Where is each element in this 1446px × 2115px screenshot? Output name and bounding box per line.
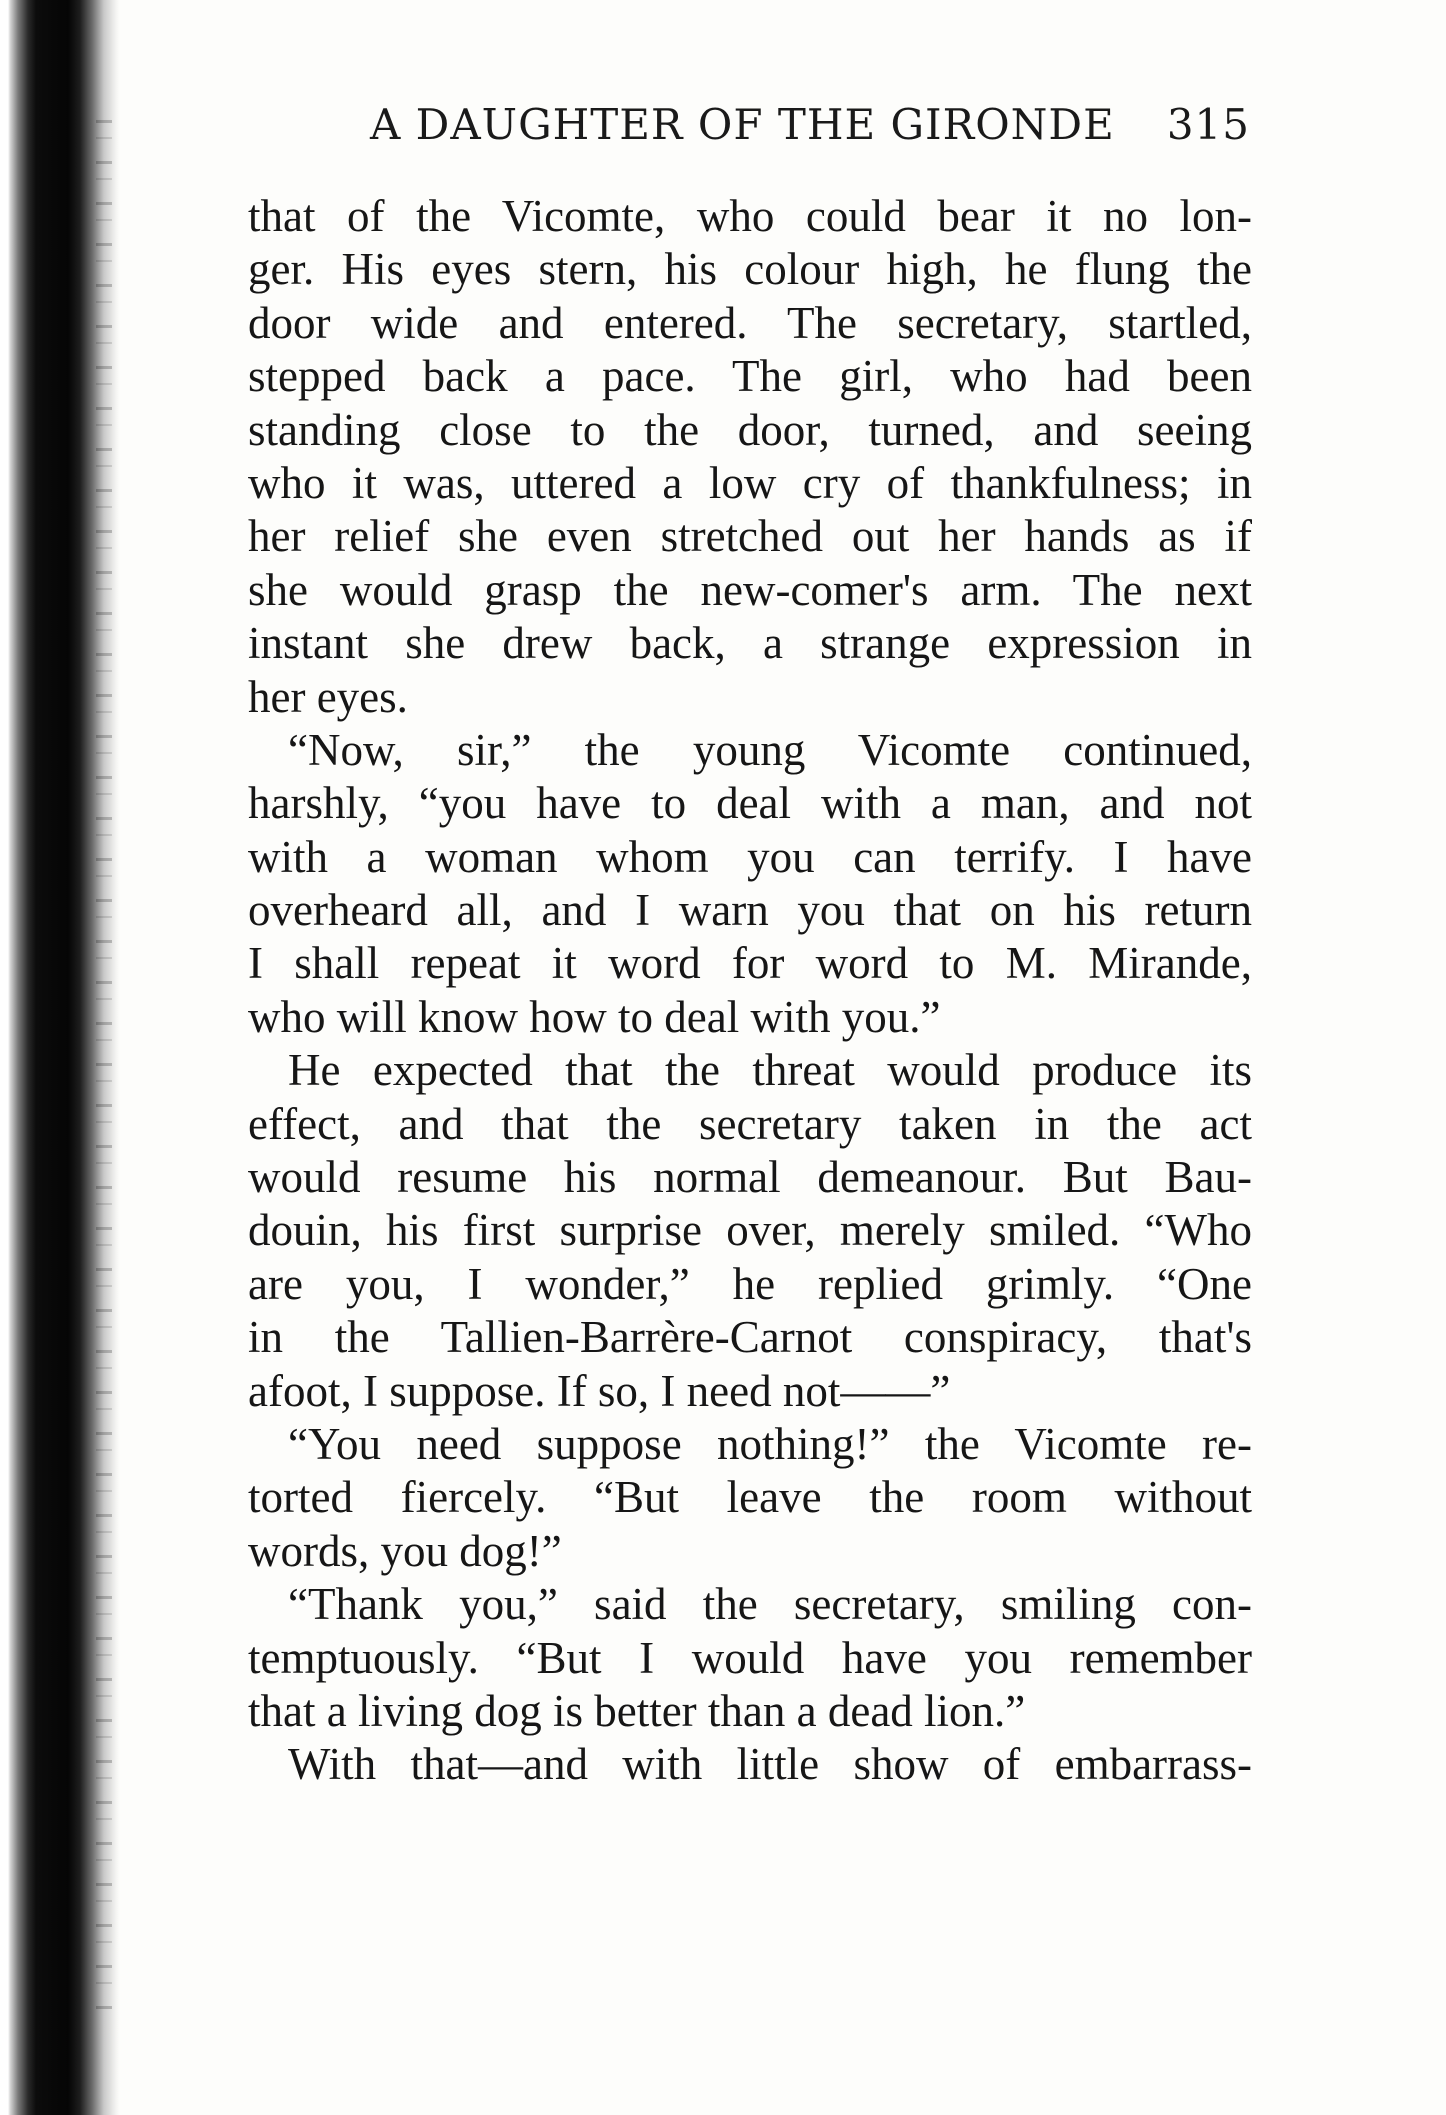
text-line: are you, I wonder,” he replied grimly. “One [248,1258,1252,1309]
gutter-speckle [96,120,112,2020]
text-line: instant she drew back, a strange expression in [248,618,1252,669]
text-line: With that—and with little show of embarrass- [288,1739,1252,1790]
text-line: afoot, I suppose. If so, I need not——” [248,1365,951,1416]
text-line: that of the Vicomte, who could bear it no lon- [248,191,1252,241]
text-line: harshly, “you have to deal with a man, and not [248,778,1252,829]
text-line: who will know how to deal with you.” [248,991,941,1042]
text-line: standing close to the door, turned, and seeing [248,404,1252,455]
text-line: who it was, uttered a low cry of thankfulness; in [248,457,1252,508]
text-line: stepped back a pace. The girl, who had been [248,351,1252,402]
page-number: 315 [1166,100,1250,149]
text-line: door wide and entered. The secretary, startled, [248,297,1252,348]
text-line: with a woman whom you can terrify. I have [248,831,1252,882]
body-text [248,190,1252,1792]
text-line: “Now, sir,” the young Vicomte continued, [288,724,1252,775]
running-header [370,100,1250,149]
text-line: her relief she even stretched out her hands as if [248,511,1252,562]
text-line: in the Tallien-Barrère-Carnot conspiracy, that's [248,1312,1252,1363]
text-line: she would grasp the new-comer's arm. The next [248,564,1252,615]
text-line: her eyes. [248,671,408,722]
text-line: overheard all, and I warn you that on his return [248,885,1252,936]
text-line: torted fiercely. “But leave the room without [248,1472,1252,1523]
running-title: A DAUGHTER OF THE GIRONDE [370,100,1115,149]
text-line: He expected that the threat would produce its [288,1045,1252,1096]
text-line: effect, and that the secretary taken in the act [248,1098,1252,1149]
text-line: words, you dog!” [248,1525,562,1576]
text-line: ger. His eyes stern, his colour high, he flung the [248,244,1252,295]
text-line: douin, his first surprise over, merely smiled. “Who [248,1205,1252,1256]
text-line: I shall repeat it word for word to M. Mirande, [248,938,1252,989]
text-line: “Thank you,” said the secretary, smiling con- [288,1579,1252,1630]
text-line: temptuously. “But I would have you remember [248,1632,1252,1683]
text-line: “You need suppose nothing!” the Vicomte re- [288,1418,1252,1469]
text-line: would resume his normal demeanour. But Bau- [248,1152,1252,1203]
text-line: that a living dog is better than a dead lion.” [248,1685,1026,1736]
